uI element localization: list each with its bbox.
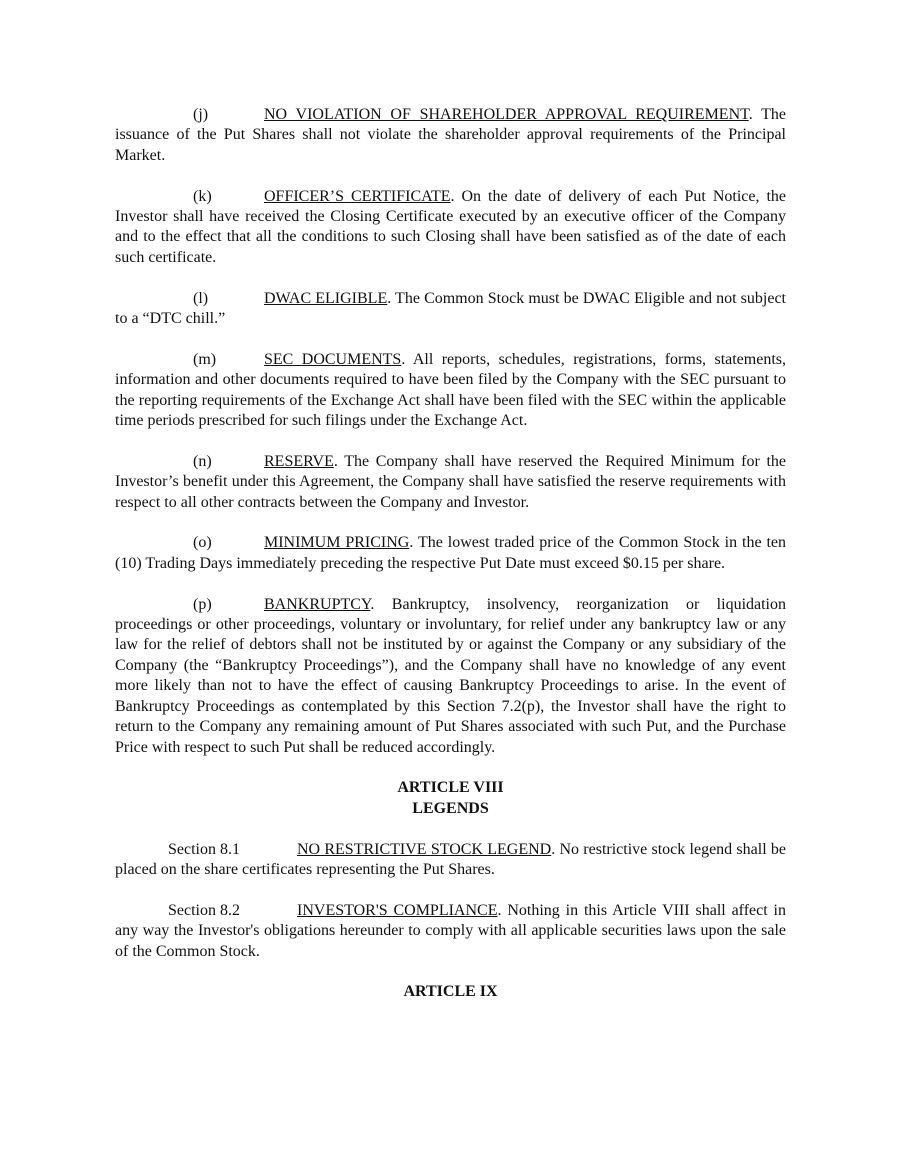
clause-heading: OFFICER’S CERTIFICATE bbox=[264, 187, 451, 205]
clause-label: (m) bbox=[193, 350, 217, 368]
clause-l bbox=[115, 289, 786, 330]
section-8-2 bbox=[115, 901, 786, 962]
clause-text: . Bankruptcy, insolvency, reorganization or liquidation proceedings or other proceedings, voluntary or involuntary, for relief under any bankruptcy law or any law for the relief of debtors shall not be instituted by or against the Company or any subsidiary of the Company (the “Bankruptcy Proceedings”), and the Company shall have no knowledge of any event more likely than not to have the effect of causing Bankruptcy Proceedings to arise. In the event of Bankruptcy Proceedings as contemplated by this Section 7.2(p), the Investor shall have the right to return to the Company any remaining amount of Put Shares associated with such Put, and the Purchase Price with respect to such Put shall be reduced accordingly. bbox=[115, 595, 786, 756]
article-viii-subtitle: LEGENDS bbox=[412, 799, 489, 817]
clause-text: . The Common Stock must be DWAC Eligible and not subject to a “DTC chill.” bbox=[115, 289, 786, 328]
clause-j bbox=[115, 105, 786, 166]
document-page bbox=[115, 105, 786, 1003]
clause-label: (o) bbox=[193, 534, 212, 552]
clause-k bbox=[115, 187, 786, 269]
clause-n bbox=[115, 452, 786, 513]
section-heading: NO RESTRICTIVE STOCK LEGEND bbox=[297, 840, 552, 858]
clause-text: . All reports, schedules, registrations, forms, statements, information and other documents required to have been filed by the Company with the SEC pursuant to the reporting requirements of the Exchange Act shall have been filed with the SEC within the applicable time periods prescribed for such filings under the Exchange Act. bbox=[115, 350, 787, 430]
clause-heading: RESERVE bbox=[264, 452, 334, 470]
article-ix-title: ARTICLE IX bbox=[403, 983, 498, 1001]
section-label: Section 8.2 bbox=[168, 901, 240, 919]
clause-label: (p) bbox=[193, 595, 212, 613]
clause-text: . The issuance of the Put Shares shall not violate the shareholder approval requirements of the Principal Market. bbox=[115, 106, 787, 164]
clause-p bbox=[115, 595, 786, 758]
clause-heading: SEC DOCUMENTS bbox=[264, 350, 402, 368]
clause-text: . The lowest traded price of the Common Stock in the ten (10) Trading Days immediately preceding the respective Put Date must exceed $0.15 per share. bbox=[115, 534, 787, 572]
clause-text: . On the date of delivery of each Put Notice, the Investor shall have received the Closing Certificate executed by an executive officer of the Company and to the effect that all the conditions to such Closing shall have been satisfied as of the date of each such certificate. bbox=[115, 187, 787, 266]
clause-heading: BANKRUPTCY bbox=[264, 595, 371, 613]
clause-label: (n) bbox=[193, 452, 212, 470]
clause-m bbox=[115, 350, 786, 432]
clause-label: (j) bbox=[193, 106, 209, 123]
clause-heading: MINIMUM PRICING bbox=[264, 534, 410, 552]
section-text: . Nothing in this Article VIII shall affect in any way the Investor's obligations hereunder to comply with all applicable securities laws upon the sale of the Common Stock. bbox=[115, 901, 787, 960]
clause-o bbox=[115, 533, 786, 574]
clause-heading: NO VIOLATION OF SHAREHOLDER APPROVAL REQUIREMENT bbox=[264, 106, 749, 123]
clause-heading: DWAC ELIGIBLE bbox=[264, 289, 388, 307]
clause-label: (l) bbox=[193, 289, 209, 307]
section-text: . No restrictive stock legend shall be placed on the share certificates representing the Put Shares. bbox=[115, 840, 786, 878]
section-heading: INVESTOR'S COMPLIANCE bbox=[297, 901, 498, 919]
section-8-1 bbox=[115, 840, 786, 881]
clause-text: . The Company shall have reserved the Required Minimum for the Investor’s benefit under this Agreement, the Company shall have satisfied the reserve requirements with respect to all other contracts between the Company and Investor. bbox=[115, 452, 786, 511]
clause-label: (k) bbox=[193, 187, 212, 205]
section-label: Section 8.1 bbox=[168, 840, 240, 858]
article-viii-title: ARTICLE VIII bbox=[397, 779, 504, 797]
